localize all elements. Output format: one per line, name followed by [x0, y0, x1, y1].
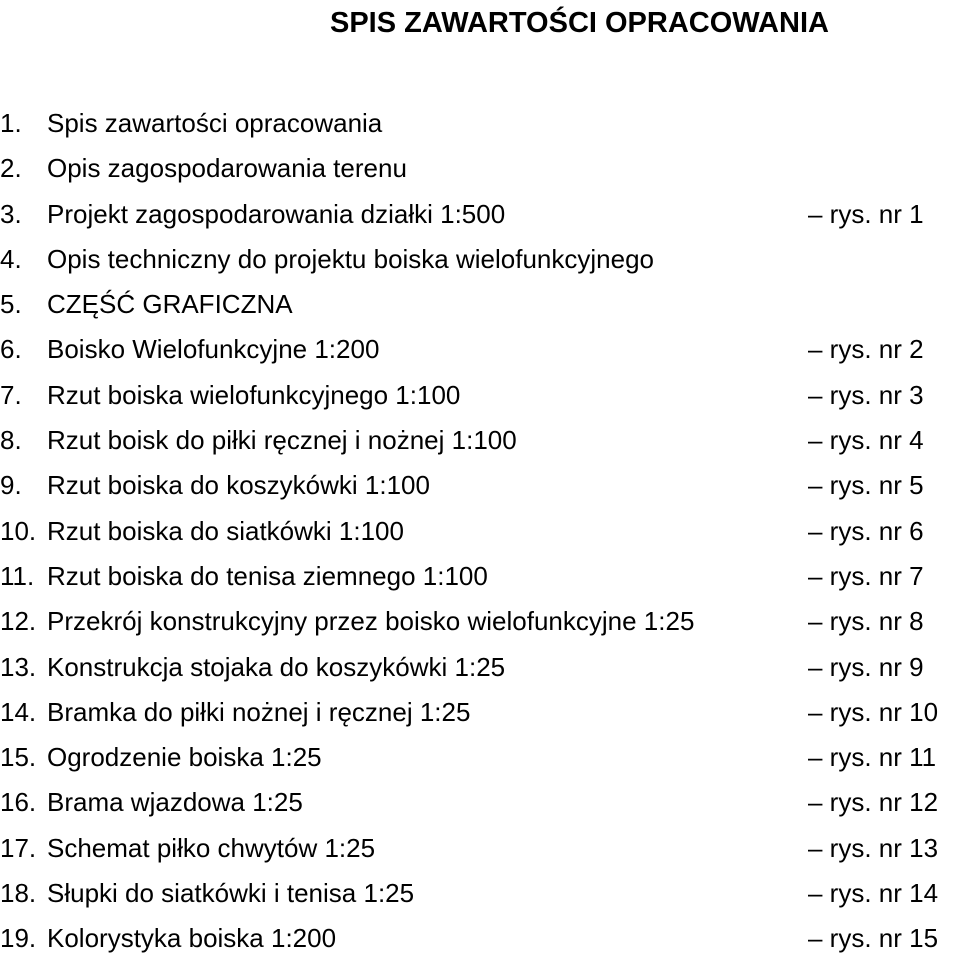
- toc-item: [0, 101, 960, 146]
- item-number: 5.: [0, 289, 22, 320]
- item-number: 8.: [0, 425, 22, 456]
- item-title: Rzut boiska wielofunkcyjnego 1:100: [47, 379, 461, 410]
- toc-item: [0, 146, 960, 191]
- drawing-reference: – rys. nr 7: [808, 560, 924, 591]
- drawing-reference: – rys. nr 9: [808, 651, 924, 682]
- item-title: Opis zagospodarowania terenu: [47, 153, 407, 184]
- item-number: 7.: [0, 379, 22, 410]
- item-number: 2.: [0, 153, 22, 184]
- item-number: 14.: [0, 696, 37, 727]
- drawing-reference: – rys. nr 8: [808, 606, 924, 637]
- item-title: Bramka do piłki nożnej i ręcznej 1:25: [47, 696, 471, 727]
- item-title: CZĘŚĆ GRAFICZNA: [47, 289, 293, 320]
- item-title: Brama wjazdowa 1:25: [47, 787, 303, 818]
- item-number: 17.: [0, 832, 37, 863]
- item-title: Rzut boiska do koszykówki 1:100: [47, 470, 430, 501]
- item-number: 1.: [0, 108, 22, 138]
- item-number: 4.: [0, 243, 22, 274]
- item-title: Rzut boisk do piłki ręcznej i nożnej 1:100: [47, 425, 517, 456]
- drawing-reference: – rys. nr 5: [808, 470, 924, 501]
- toc-item: [0, 554, 960, 599]
- item-title: Projekt zagospodarowania działki 1:500: [47, 198, 506, 229]
- toc-item: [0, 690, 960, 735]
- item-number: 12.: [0, 606, 37, 637]
- item-title: Boisko Wielofunkcyjne 1:200: [47, 334, 380, 365]
- item-number: 9.: [0, 470, 22, 501]
- toc-item: [0, 237, 960, 282]
- drawing-reference: – rys. nr 10: [808, 696, 939, 727]
- toc-item: [0, 327, 960, 372]
- toc-item: [0, 826, 960, 871]
- page-title: SPIS ZAWARTOŚCI OPRACOWANIA: [330, 7, 829, 39]
- item-title: Ogrodzenie boiska 1:25: [47, 742, 322, 773]
- item-title: Schemat piłko chwytów 1:25: [47, 832, 376, 863]
- item-title: Opis techniczny do projektu boiska wielofunkcyjnego: [47, 243, 655, 274]
- item-number: 18.: [0, 878, 37, 909]
- toc-item: [0, 780, 960, 825]
- drawing-reference: – rys. nr 15: [808, 923, 939, 954]
- item-title: Przekrój konstrukcyjny przez boisko wielofunkcyjne 1:25: [47, 606, 695, 637]
- drawing-reference: – rys. nr 14: [808, 878, 939, 909]
- drawing-reference: – rys. nr 4: [808, 425, 924, 456]
- item-title: Rzut boiska do tenisa ziemnego 1:100: [47, 560, 488, 591]
- item-number: 13.: [0, 651, 37, 682]
- drawing-reference: – rys. nr 2: [808, 334, 924, 365]
- item-number: 11.: [0, 560, 35, 591]
- item-number: 15.: [0, 742, 37, 773]
- toc-item: [0, 916, 960, 961]
- toc-item: [0, 871, 960, 916]
- item-number: 10.: [0, 515, 37, 546]
- toc-item: [0, 282, 960, 327]
- item-number: 16.: [0, 787, 37, 818]
- table-of-contents: [0, 101, 960, 962]
- item-title: Konstrukcja stojaka do koszykówki 1:25: [47, 651, 506, 682]
- item-title: Spis zawartości opracowania: [47, 108, 383, 138]
- item-number: 19.: [0, 923, 37, 954]
- toc-item: [0, 418, 960, 463]
- drawing-reference: – rys. nr 11: [808, 742, 937, 773]
- toc-item: [0, 599, 960, 644]
- drawing-reference: – rys. nr 12: [808, 787, 939, 818]
- item-title: Rzut boiska do siatkówki 1:100: [47, 515, 404, 546]
- drawing-reference: – rys. nr 6: [808, 515, 924, 546]
- drawing-reference: – rys. nr 13: [808, 832, 939, 863]
- item-number: 6.: [0, 334, 22, 365]
- drawing-reference: – rys. nr 3: [808, 379, 924, 410]
- toc-item: [0, 509, 960, 554]
- toc-item: [0, 373, 960, 418]
- toc-item: [0, 735, 960, 780]
- drawing-reference: – rys. nr 1: [808, 198, 924, 229]
- item-title: Kolorystyka boiska 1:200: [47, 923, 337, 954]
- item-number: 3.: [0, 198, 22, 229]
- toc-item: [0, 192, 960, 237]
- item-title: Słupki do siatkówki i tenisa 1:25: [47, 878, 415, 909]
- toc-item: [0, 645, 960, 690]
- toc-item: [0, 463, 960, 508]
